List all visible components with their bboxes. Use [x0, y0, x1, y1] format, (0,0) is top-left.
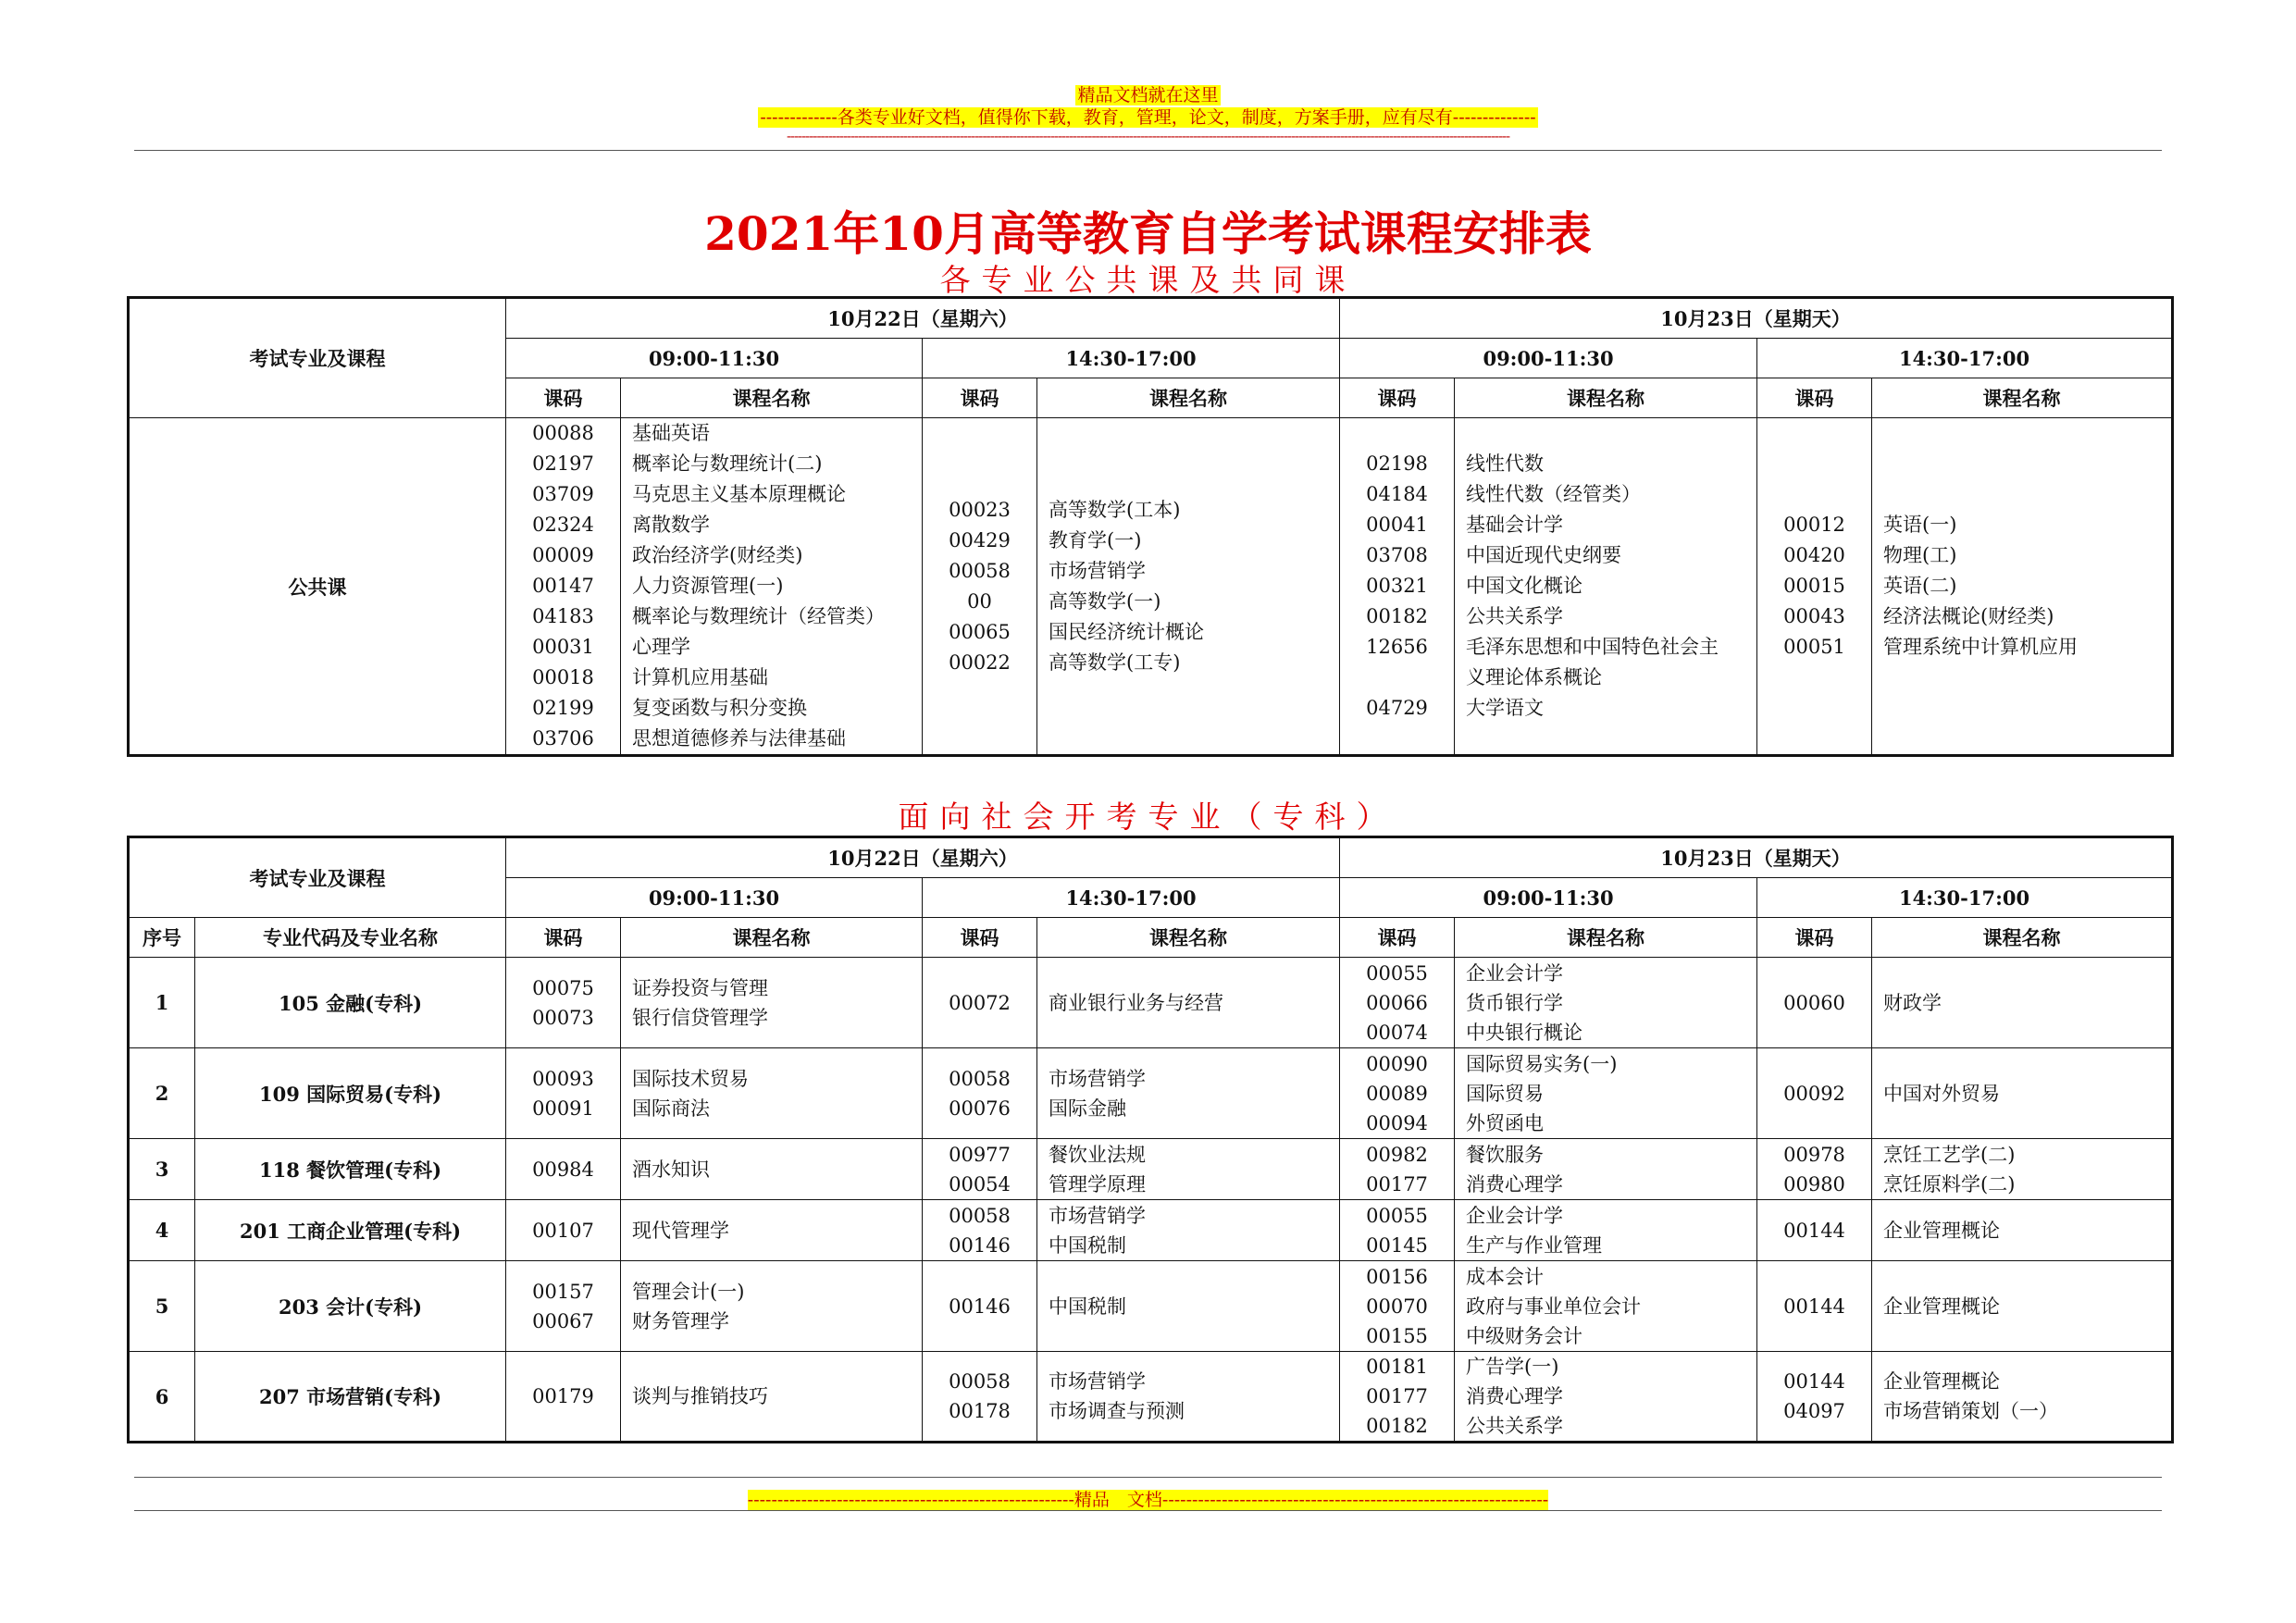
table-row: [129, 1139, 2173, 1200]
list-item: 00051: [1783, 636, 1845, 658]
pub-d1-am-codes: [506, 418, 621, 756]
header-course-name: 课程名称: [1037, 918, 1340, 958]
row-major: 109 国际贸易(专科): [195, 1048, 506, 1139]
row-seq: 1: [129, 958, 195, 1048]
list-item: 线性代数: [1466, 452, 1545, 475]
list-item: 中国对外贸易: [1883, 1082, 2001, 1105]
header-course-name: 课程名称: [621, 378, 923, 418]
table-row: [129, 1048, 2173, 1139]
list-item: 酒水知识: [632, 1158, 710, 1181]
list-item: 00066: [1366, 991, 1428, 1014]
list-item: 企业会计学: [1466, 1204, 1564, 1227]
list-item: 基础英语: [632, 422, 710, 444]
list-item: 烹饪工艺学(二): [1883, 1143, 2016, 1166]
header-major: 专业代码及专业名称: [195, 918, 506, 958]
list-item: 市场营销学: [1049, 1067, 1146, 1090]
header-d2-am: 09:00-11:30: [1340, 339, 1757, 378]
row-d2-pm-names: [1872, 1139, 2173, 1200]
footer-rule-top: [134, 1477, 2162, 1478]
list-item: 00982: [1366, 1143, 1428, 1166]
header-d1-pm: 14:30-17:00: [923, 339, 1340, 378]
list-item: 货币银行学: [1466, 991, 1564, 1014]
list-item: 市场营销学: [1049, 1204, 1146, 1227]
row-major: 201 工商企业管理(专科): [195, 1200, 506, 1261]
row-d2-am-codes: [1340, 1261, 1455, 1352]
row-d2-am-names: [1455, 1048, 1757, 1139]
list-item: 02199: [532, 697, 594, 719]
list-item: 00055: [1366, 1204, 1428, 1227]
row-d1-pm-names: [1037, 1352, 1340, 1443]
header-course-name: 课程名称: [1037, 378, 1340, 418]
row-d1-pm-codes: [923, 1200, 1037, 1261]
list-item: 管理系统中计算机应用: [1883, 636, 2079, 658]
list-item: 公共关系学: [1466, 605, 1564, 627]
row-d1-pm-names: [1037, 1139, 1340, 1200]
list-item: 基础会计学: [1466, 514, 1564, 536]
list-item: 04729: [1366, 697, 1428, 719]
row-d1-pm-codes: [923, 1352, 1037, 1443]
list-item: 00072: [949, 991, 1011, 1014]
list-item: 商业银行业务与经营: [1049, 991, 1223, 1014]
header-code: 课码: [506, 918, 621, 958]
section-title-public: 各专业公共课及共同课: [939, 262, 1357, 298]
list-item: 00178: [949, 1400, 1011, 1422]
list-item: 00091: [532, 1096, 594, 1120]
list-item: 00181: [1366, 1356, 1428, 1378]
list-item: 12656: [1366, 636, 1428, 658]
list-item: 04183: [532, 605, 594, 627]
list-item: 00070: [1366, 1295, 1428, 1318]
list-item: 物理(工): [1883, 544, 1957, 566]
list-item: 00157: [532, 1280, 594, 1303]
footer-banner: -------------------------------------------------------精品 文档-----------------------------------------------------------------: [747, 1490, 1549, 1510]
list-item: 广告学(一): [1466, 1356, 1559, 1378]
row-d2-pm-codes: [1757, 1048, 1872, 1139]
header-banner-2: -------------各类专业好文档，值得你下载，教育，管理，论文，制度，方案手册，应有尽有--------------: [760, 107, 1536, 128]
list-item: 00058: [949, 1067, 1011, 1090]
list-item: 中国文化概论: [1466, 575, 1583, 597]
row-major: 203 会计(专科): [195, 1261, 506, 1352]
header-code: 课码: [1340, 918, 1455, 958]
table-row: [129, 1261, 2173, 1352]
row-d1-am-names: [621, 958, 923, 1048]
row-major: 105 金融(专科): [195, 958, 506, 1048]
list-item: 00023: [949, 498, 1011, 521]
row-d1-am-codes: [506, 1261, 621, 1352]
footer-rule-bottom: [134, 1510, 2162, 1511]
list-item: 00182: [1366, 1415, 1428, 1437]
row-d1-am-codes: [506, 1048, 621, 1139]
row-d2-am-names: [1455, 1261, 1757, 1352]
list-item: 02324: [532, 514, 594, 536]
row-seq: 5: [129, 1261, 195, 1352]
list-item: 02198: [1366, 452, 1428, 475]
list-item: 企业管理概论: [1883, 1219, 2001, 1242]
list-item: 消费心理学: [1466, 1385, 1564, 1407]
row-d2-am-codes: [1340, 958, 1455, 1048]
list-item: 人力资源管理(一): [632, 575, 784, 597]
header-d1-pm: 14:30-17:00: [923, 878, 1340, 918]
list-item: 04097: [1783, 1400, 1845, 1422]
list-item: 国际贸易实务(一): [1466, 1052, 1618, 1075]
header-course-name: 课程名称: [1872, 918, 2173, 958]
list-item: 市场调查与预测: [1049, 1400, 1185, 1422]
list-item: 国际商法: [632, 1096, 710, 1120]
pub-d1-pm-names: [1037, 418, 1340, 756]
list-item: 00074: [1366, 1021, 1428, 1044]
row-d1-pm-codes: [923, 958, 1037, 1048]
header-code: 课码: [923, 918, 1037, 958]
list-item: 00984: [532, 1158, 594, 1181]
row-d1-am-codes: [506, 1139, 621, 1200]
list-item: 高等数学(工本): [1049, 498, 1181, 521]
list-item: 谈判与推销技巧: [632, 1385, 768, 1407]
row-seq: 4: [129, 1200, 195, 1261]
row-d2-am-codes: [1340, 1352, 1455, 1443]
list-item: 中级财务会计: [1466, 1324, 1583, 1347]
list-item: 离散数学: [632, 514, 710, 536]
list-item: 市场营销学: [1049, 559, 1146, 582]
list-item: 公共关系学: [1466, 1415, 1564, 1437]
row-seq: 3: [129, 1139, 195, 1200]
list-item: 英语(二): [1883, 575, 1957, 597]
row-d1-pm-names: [1037, 1200, 1340, 1261]
row-d1-am-codes: [506, 958, 621, 1048]
header-d1-am: 09:00-11:30: [506, 878, 923, 918]
list-item: 00182: [1366, 605, 1428, 627]
row-d2-pm-codes: [1757, 1352, 1872, 1443]
page-title: 2021年10月高等教育自学考试课程安排表: [704, 206, 1592, 261]
header-course-name: 课程名称: [621, 918, 923, 958]
row-d2-pm-names: [1872, 1261, 2173, 1352]
list-item: 中国税制: [1049, 1233, 1126, 1257]
row-d2-pm-names: [1872, 1200, 2173, 1261]
list-item: 03706: [532, 727, 594, 750]
row-d1-am-names: [621, 1200, 923, 1261]
header-code: 课码: [923, 378, 1037, 418]
header-code: 课码: [1757, 918, 1872, 958]
list-item: 成本会计: [1466, 1265, 1545, 1288]
row-d2-pm-names: [1872, 1048, 2173, 1139]
list-item: 证券投资与管理: [632, 976, 768, 999]
list-item: 银行信贷管理学: [632, 1006, 768, 1029]
list-item: 00144: [1783, 1295, 1845, 1318]
public-course-label: 公共课: [129, 418, 506, 756]
list-item: 消费心理学: [1466, 1172, 1564, 1196]
row-d1-am-codes: [506, 1352, 621, 1443]
list-item: 00092: [1783, 1082, 1845, 1105]
major-rows: [129, 958, 2173, 1443]
list-item: 00043: [1783, 605, 1845, 627]
header-d2-pm: 14:30-17:00: [1757, 878, 2173, 918]
row-major: 207 市场营销(专科): [195, 1352, 506, 1443]
list-item: 市场营销学: [1049, 1370, 1146, 1393]
row-d2-am-names: [1455, 958, 1757, 1048]
list-item: 00177: [1366, 1172, 1428, 1196]
major-course-table: [127, 836, 2174, 1443]
list-item: 00156: [1366, 1265, 1428, 1288]
list-item: 00054: [949, 1172, 1011, 1196]
row-d2-am-codes: [1340, 1048, 1455, 1139]
list-item: 英语(一): [1883, 514, 1957, 536]
list-item: 00041: [1366, 514, 1428, 536]
list-item: 复变函数与积分变换: [632, 697, 807, 719]
list-item: 管理会计(一): [632, 1280, 745, 1303]
list-item: 餐饮业法规: [1049, 1143, 1146, 1166]
row-d2-am-codes: [1340, 1139, 1455, 1200]
list-item: 国民经济统计概论: [1049, 620, 1204, 643]
section-title-majors: 面向社会开考专业（专科）: [898, 799, 1398, 835]
list-item: 00089: [1366, 1082, 1428, 1105]
list-item: 00147: [532, 575, 594, 597]
header-banner-1: 精品文档就在这里: [1077, 85, 1219, 105]
list-item: 企业管理概论: [1883, 1295, 2001, 1318]
list-item: 计算机应用基础: [632, 666, 768, 688]
row-seq: 6: [129, 1352, 195, 1443]
list-item: 高等数学(一): [1049, 589, 1161, 613]
list-item: 00093: [532, 1067, 594, 1090]
list-item: 00107: [532, 1219, 594, 1242]
list-item: 00031: [532, 636, 594, 658]
list-item: 外贸函电: [1466, 1111, 1545, 1134]
header-dashes: ------------------------------------------------------------------------------------------------------------------------------------------------------------------------------------------------: [786, 128, 1510, 144]
list-item: 00022: [949, 650, 1011, 674]
list-item: 00009: [532, 544, 594, 566]
list-item: 00179: [532, 1385, 594, 1407]
header-d1-am: 09:00-11:30: [506, 339, 923, 378]
list-item: 政治经济学(财经类): [632, 544, 803, 566]
pub-d1-am-names: [621, 418, 923, 756]
list-item: 00012: [1783, 514, 1845, 536]
list-item: 00090: [1366, 1052, 1428, 1075]
list-item: 04184: [1366, 483, 1428, 505]
pub-d1-pm-codes: [923, 418, 1037, 756]
list-item: 大学语文: [1466, 697, 1545, 719]
list-item: 市场营销策划（一）: [1883, 1400, 2059, 1422]
list-item: 00980: [1783, 1172, 1845, 1196]
list-item: 00075: [532, 976, 594, 999]
list-item: 毛泽东思想和中国特色社会主: [1466, 636, 1719, 658]
header-exam-course: 考试专业及课程: [129, 298, 506, 418]
row-d1-pm-names: [1037, 1048, 1340, 1139]
row-d2-am-names: [1455, 1139, 1757, 1200]
list-item: 现代管理学: [632, 1219, 729, 1242]
list-item: 00058: [949, 1204, 1011, 1227]
row-d2-am-names: [1455, 1200, 1757, 1261]
list-item: 经济法概论(财经类): [1883, 605, 2054, 627]
row-d1-am-names: [621, 1352, 923, 1443]
row-d2-pm-codes: [1757, 1200, 1872, 1261]
list-item: 00073: [532, 1006, 594, 1029]
pub-d2-pm-names: [1872, 418, 2173, 756]
pub-d2-pm-codes: [1757, 418, 1872, 756]
table-row: [129, 1352, 2173, 1443]
list-item: 马克思主义基本原理概论: [632, 483, 846, 505]
list-item: 00: [967, 589, 992, 613]
list-item: 00144: [1783, 1219, 1845, 1242]
header-d2-am: 09:00-11:30: [1340, 878, 1757, 918]
header-code: 课码: [1340, 378, 1455, 418]
list-item: 00177: [1366, 1385, 1428, 1407]
pub-d2-am-codes: [1340, 418, 1455, 756]
list-item: 高等数学(工专): [1049, 650, 1181, 674]
list-item: 概率论与数理统计（经管类）: [632, 605, 885, 627]
list-item: 00978: [1783, 1143, 1845, 1166]
list-item: 中国税制: [1049, 1295, 1126, 1318]
row-d2-pm-codes: [1757, 1261, 1872, 1352]
list-item: 企业会计学: [1466, 961, 1564, 985]
list-item: 00146: [949, 1295, 1011, 1318]
row-d2-pm-codes: [1757, 958, 1872, 1048]
list-item: 00429: [949, 528, 1011, 551]
header-rule: [134, 150, 2162, 151]
list-item: 00058: [949, 559, 1011, 582]
header-code: 课码: [506, 378, 621, 418]
list-item: 00094: [1366, 1111, 1428, 1134]
header-code: 课码: [1757, 378, 1872, 418]
row-d2-am-names: [1455, 1352, 1757, 1443]
header-exam-course: 考试专业及课程: [129, 837, 506, 918]
header-d2-pm: 14:30-17:00: [1757, 339, 2173, 378]
list-item: 00058: [949, 1370, 1011, 1393]
row-d1-pm-codes: [923, 1048, 1037, 1139]
list-item: 国际金融: [1049, 1096, 1126, 1120]
list-item: 财政学: [1883, 991, 1942, 1014]
list-item: 教育学(一): [1049, 528, 1142, 551]
row-d2-pm-codes: [1757, 1139, 1872, 1200]
list-item: 00015: [1783, 575, 1845, 597]
header-day2: 10月23日（星期天）: [1340, 837, 2173, 878]
list-item: 00155: [1366, 1324, 1428, 1347]
list-item: [1340, 663, 1454, 693]
list-item: 00088: [532, 422, 594, 444]
header-seq: 序号: [129, 918, 195, 958]
row-d1-pm-names: [1037, 958, 1340, 1048]
list-item: 02197: [532, 452, 594, 475]
list-item: 线性代数（经管类）: [1466, 483, 1642, 505]
list-item: 义理论体系概论: [1466, 666, 1603, 688]
list-item: 00144: [1783, 1370, 1845, 1393]
list-item: 00977: [949, 1143, 1011, 1166]
table-row: [129, 958, 2173, 1048]
list-item: 企业管理概论: [1883, 1370, 2001, 1393]
header-day2: 10月23日（星期天）: [1340, 298, 2173, 339]
list-item: 03708: [1366, 544, 1428, 566]
row-d1-pm-codes: [923, 1261, 1037, 1352]
list-item: 餐饮服务: [1466, 1143, 1545, 1166]
list-item: 00076: [949, 1096, 1011, 1120]
list-item: 00060: [1783, 991, 1845, 1014]
list-item: 管理学原理: [1049, 1172, 1146, 1196]
list-item: 00420: [1783, 544, 1845, 566]
list-item: 00065: [949, 620, 1011, 643]
list-item: 国际技术贸易: [632, 1067, 749, 1090]
header-day1: 10月22日（星期六）: [506, 298, 1340, 339]
list-item: 烹饪原料学(二): [1883, 1172, 2016, 1196]
list-item: 中央银行概论: [1466, 1021, 1583, 1044]
list-item: 生产与作业管理: [1466, 1233, 1603, 1257]
row-seq: 2: [129, 1048, 195, 1139]
list-item: 国际贸易: [1466, 1082, 1545, 1105]
list-item: 00145: [1366, 1233, 1428, 1257]
header-day1: 10月22日（星期六）: [506, 837, 1340, 878]
list-item: 00018: [532, 666, 594, 688]
row-major: 118 餐饮管理(专科): [195, 1139, 506, 1200]
header-course-name: 课程名称: [1872, 378, 2173, 418]
row-d1-am-names: [621, 1139, 923, 1200]
header-course-name: 课程名称: [1455, 378, 1757, 418]
list-item: 03709: [532, 483, 594, 505]
row-d1-am-codes: [506, 1200, 621, 1261]
list-item: 心理学: [632, 636, 690, 658]
list-item: 00055: [1366, 961, 1428, 985]
row-d2-pm-names: [1872, 1352, 2173, 1443]
row-d1-am-names: [621, 1261, 923, 1352]
list-item: 00146: [949, 1233, 1011, 1257]
row-d2-pm-names: [1872, 958, 2173, 1048]
row-d1-pm-codes: [923, 1139, 1037, 1200]
list-item: 中国近现代史纲要: [1466, 544, 1622, 566]
list-item: 财务管理学: [632, 1309, 729, 1332]
list-item: 思想道德修养与法律基础: [632, 727, 846, 750]
list-item: 00321: [1366, 575, 1428, 597]
header-course-name: 课程名称: [1455, 918, 1757, 958]
row-d1-am-names: [621, 1048, 923, 1139]
row-d2-am-codes: [1340, 1200, 1455, 1261]
pub-d2-am-names: [1455, 418, 1757, 756]
public-course-table: [127, 296, 2174, 757]
list-item: 政府与事业单位会计: [1466, 1295, 1642, 1318]
list-item: 00067: [532, 1309, 594, 1332]
list-item: 概率论与数理统计(二): [632, 452, 823, 475]
table-row: [129, 1200, 2173, 1261]
row-d1-pm-names: [1037, 1261, 1340, 1352]
